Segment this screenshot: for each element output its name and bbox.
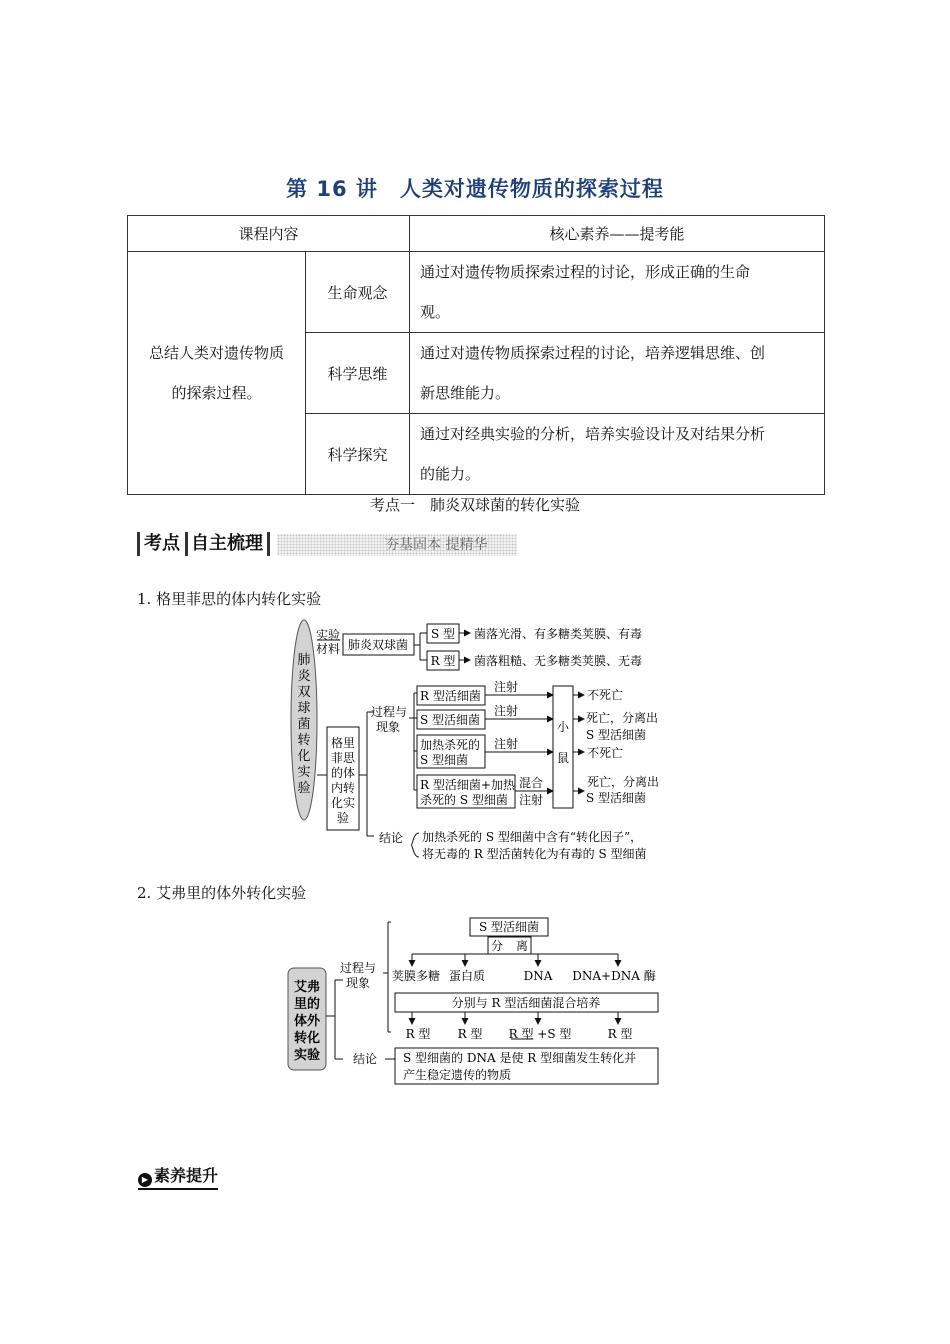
material-name: 肺炎双球菌 bbox=[347, 638, 409, 652]
root-char: 炎 bbox=[297, 669, 311, 684]
suyang-heading bbox=[138, 1163, 218, 1190]
header-core-literacy: 核心素养——提考能 bbox=[410, 216, 825, 252]
literacy-desc: 通过对经典实验的分析，培养实验设计及对结果分析 的能力。 bbox=[410, 414, 825, 495]
avery-top-box: S 型活细菌 bbox=[478, 920, 540, 934]
avery-conclusion-text: S 型细菌的 DNA 是使 R 型细菌发生转化并 bbox=[403, 1051, 637, 1065]
avery-root-char: 转化 bbox=[293, 1031, 321, 1046]
avery-process-label: 现象 bbox=[346, 976, 371, 990]
root-char: 实 bbox=[297, 765, 311, 780]
literacy-desc: 通过对遗传物质探索过程的讨论，培养逻辑思维、创 新思维能力。 bbox=[410, 333, 825, 414]
suyang-label: 素养提升 bbox=[154, 1166, 219, 1185]
avery-result: R 型 bbox=[405, 1027, 431, 1041]
group-box-text: S 型细菌 bbox=[420, 753, 469, 767]
mouse-label: 小 bbox=[556, 720, 570, 734]
group-box-text: R 型活细菌+加热 bbox=[420, 778, 515, 792]
root-char: 肺 bbox=[297, 653, 311, 668]
conclusion-label: 结论 bbox=[379, 831, 404, 845]
heading-avery: 2. 艾弗里的体外转化实验 bbox=[137, 884, 307, 902]
literacy-desc: 通过对遗传物质探索过程的讨论，形成正确的生命 观。 bbox=[410, 252, 825, 333]
avery-result: R 型 +S 型 bbox=[508, 1027, 572, 1041]
mouse-label: 鼠 bbox=[556, 751, 570, 765]
group-op: 注射 bbox=[494, 704, 519, 718]
course-content-cell: 总结人类对遗传物质的探索过程。 bbox=[128, 252, 306, 495]
avery-root-char: 体外 bbox=[293, 1014, 321, 1029]
r-type-desc: 菌落粗糙、无多糖类荚膜、无毒 bbox=[474, 654, 643, 668]
s-type-desc: 菌落光滑、有多糖类荚膜、有毒 bbox=[474, 627, 643, 641]
group-result: S 型活细菌 bbox=[586, 728, 647, 742]
avery-separate: 离 bbox=[515, 939, 529, 953]
avery-component: 蛋白质 bbox=[448, 969, 486, 983]
material-label: 材料 bbox=[316, 642, 341, 656]
avery-root-char: 里的 bbox=[293, 997, 321, 1012]
play-icon: ▶ bbox=[138, 1173, 152, 1187]
avery-separate: 分 bbox=[490, 939, 504, 953]
group-op: 注射 bbox=[494, 737, 519, 751]
banner-tagline: 夯基固本 提精华 bbox=[385, 537, 488, 553]
process-label: 现象 bbox=[376, 720, 401, 734]
avery-component: DNA bbox=[523, 969, 553, 983]
avery-result: R 型 bbox=[457, 1027, 483, 1041]
avery-conclusion-text: 产生稳定遗传的物质 bbox=[403, 1068, 512, 1082]
s-type-label: S 型 bbox=[430, 627, 456, 641]
header-course-content: 课程内容 bbox=[128, 216, 410, 252]
group-box-text: S 型活细菌 bbox=[420, 713, 481, 727]
banner-part2: 自主梳理 bbox=[191, 533, 263, 554]
exp-label: 菲思 bbox=[330, 751, 356, 765]
group-result: 死亡，分离出 bbox=[586, 711, 659, 725]
root-char: 验 bbox=[297, 781, 311, 796]
avery-culture: 分别与 R 型活细菌混合培养 bbox=[451, 996, 601, 1010]
avery-process-label: 过程与 bbox=[340, 961, 377, 975]
group-box-text: 加热杀死的 bbox=[420, 738, 481, 752]
avery-conclusion-label: 结论 bbox=[353, 1052, 378, 1066]
banner-part1: 考点 bbox=[144, 533, 180, 554]
group-op: 注射 bbox=[519, 793, 544, 807]
group-box-text: 杀死的 S 型细菌 bbox=[420, 793, 508, 807]
root-char: 化 bbox=[297, 749, 311, 764]
group-result: S 型活细菌 bbox=[586, 791, 647, 805]
material-label: 实验 bbox=[316, 628, 341, 642]
exp-label: 化实 bbox=[330, 796, 356, 810]
process-label: 过程与 bbox=[371, 705, 408, 719]
avery-root-char: 艾弗 bbox=[293, 980, 321, 995]
literacy-name: 生命观念 bbox=[306, 252, 410, 333]
exp-label: 格里 bbox=[330, 736, 356, 750]
root-char: 菌 bbox=[297, 717, 311, 732]
group-result: 不死亡 bbox=[587, 746, 624, 760]
avery-result: R 型 bbox=[607, 1027, 633, 1041]
r-type-label: R 型 bbox=[430, 654, 456, 668]
root-char: 球 bbox=[297, 701, 311, 716]
root-char: 转 bbox=[297, 733, 311, 748]
heading-griffith: 1. 格里菲思的体内转化实验 bbox=[137, 590, 322, 608]
avery-root-char: 实验 bbox=[293, 1048, 321, 1063]
group-result: 死亡，分离出 bbox=[587, 775, 660, 789]
group-box-text: R 型活细菌 bbox=[420, 689, 481, 703]
page-title: 第 16 讲 人类对遗传物质的探索过程 bbox=[286, 177, 664, 201]
conclusion-text: 加热杀死的 S 型细菌中含有“转化因子”， bbox=[422, 830, 643, 844]
group-op: 混合 bbox=[519, 776, 544, 790]
root-char: 双 bbox=[297, 685, 311, 700]
avery-component: DNA+DNA 酶 bbox=[572, 969, 656, 983]
avery-component: 荚膜多糖 bbox=[391, 969, 441, 983]
literacy-name: 科学探究 bbox=[306, 414, 410, 495]
exp-label: 内转 bbox=[330, 781, 356, 795]
exp-label: 的体 bbox=[330, 766, 356, 780]
section-caption: 考点一 肺炎双球菌的转化实验 bbox=[369, 496, 580, 514]
group-result: 不死亡 bbox=[587, 688, 624, 702]
literacy-name: 科学思维 bbox=[306, 333, 410, 414]
group-op: 注射 bbox=[494, 680, 519, 694]
exp-label: 验 bbox=[336, 811, 350, 825]
conclusion-text: 将无毒的 R 型活菌转化为有毒的 S 型细菌 bbox=[422, 847, 647, 861]
